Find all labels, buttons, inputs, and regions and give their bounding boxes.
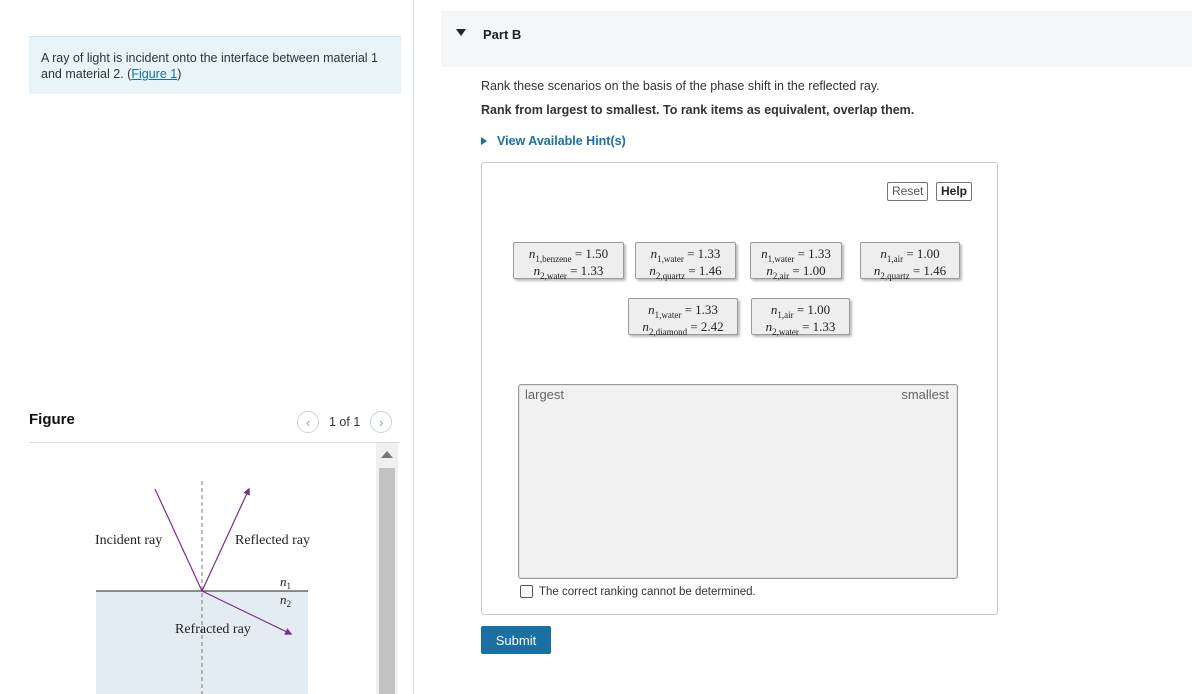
- tile-line-n2: $n_{2,air} = 1.00$: [766, 263, 826, 282]
- tile-line-n2: $n_{2,diamond} = 2.42$: [642, 319, 724, 338]
- ranking-widget: [481, 162, 998, 615]
- figure-page-indicator: 1 of 1: [329, 415, 361, 429]
- caret-down-icon[interactable]: [456, 29, 466, 36]
- ranking-tile[interactable]: [628, 298, 738, 338]
- ranking-tile[interactable]: [751, 298, 850, 338]
- reflected-ray-label: Reflected ray: [235, 533, 311, 548]
- chevron-right-icon[interactable]: ›: [370, 411, 392, 433]
- view-hints-label: View Available Hint(s): [497, 134, 626, 148]
- reset-button[interactable]: Reset: [887, 182, 928, 201]
- ranking-tile[interactable]: [750, 242, 842, 282]
- smallest-label: smallest: [901, 387, 949, 402]
- column-divider: [413, 0, 414, 694]
- cannot-determine-label: The correct ranking cannot be determined.: [539, 585, 756, 598]
- view-hints-link[interactable]: [481, 134, 626, 148]
- tile-line-n1: $n_{1,water} = 1.33$: [648, 302, 718, 321]
- problem-link-close: ): [177, 67, 182, 81]
- figure-scrollbar[interactable]: [376, 443, 398, 694]
- ranking-tile[interactable]: [635, 242, 736, 282]
- tile-line-n2: $n_{2,quartz} = 1.46$: [873, 263, 947, 282]
- instruction-bold-text: Rank from largest to smallest. To rank items as equivalent, overlap them.: [481, 103, 915, 117]
- ranking-drop-zone[interactable]: [518, 384, 958, 579]
- problem-text: A ray of light is incident onto the interface between material 1 and material 2.: [41, 51, 378, 81]
- tile-line-n1: $n_{1,benzene} = 1.50$: [528, 246, 609, 265]
- incident-ray-label: Incident ray: [95, 533, 163, 548]
- tile-line-n2: $n_{2,water} = 1.33$: [533, 263, 604, 282]
- figure-title: Figure: [29, 411, 75, 428]
- tile-line-n1: $n_{1,water} = 1.33$: [650, 246, 721, 265]
- instruction-text: Rank these scenarios on the basis of the phase shift in the reflected ray.: [481, 79, 880, 93]
- figure-pager: [297, 411, 392, 433]
- ranking-tile[interactable]: [513, 242, 624, 282]
- scroll-up-icon[interactable]: [381, 451, 393, 458]
- figure-link[interactable]: Figure 1: [131, 67, 178, 81]
- triangle-right-icon: [481, 137, 487, 145]
- chevron-left-icon[interactable]: ‹: [297, 411, 319, 433]
- ray-diagram: [29, 443, 374, 694]
- part-title: Part B: [483, 27, 522, 42]
- scroll-thumb[interactable]: [379, 468, 395, 694]
- n2-label: $n_2$: [280, 592, 291, 609]
- tile-line-n2: $n_{2,water} = 1.33$: [765, 319, 836, 338]
- help-button[interactable]: Help: [936, 182, 972, 201]
- tile-line-n1: $n_{1,air} = 1.00$: [770, 302, 831, 321]
- ranking-tile[interactable]: [860, 242, 960, 282]
- tile-line-n2: $n_{2,quartz} = 1.46$: [649, 263, 722, 282]
- cannot-determine-option[interactable]: [520, 585, 756, 598]
- n1-label: $n_1$: [280, 574, 291, 591]
- tile-line-n1: $n_{1,water} = 1.33$: [761, 246, 831, 265]
- submit-button[interactable]: Submit: [481, 626, 551, 654]
- problem-statement: [29, 36, 401, 94]
- refracted-ray-label: Refracted ray: [175, 622, 251, 637]
- largest-label: largest: [525, 387, 565, 402]
- tile-line-n1: $n_{1,air} = 1.00$: [880, 246, 940, 265]
- cannot-determine-checkbox[interactable]: [520, 585, 533, 598]
- part-header[interactable]: [441, 11, 1192, 67]
- problem-link-open: (: [127, 67, 132, 81]
